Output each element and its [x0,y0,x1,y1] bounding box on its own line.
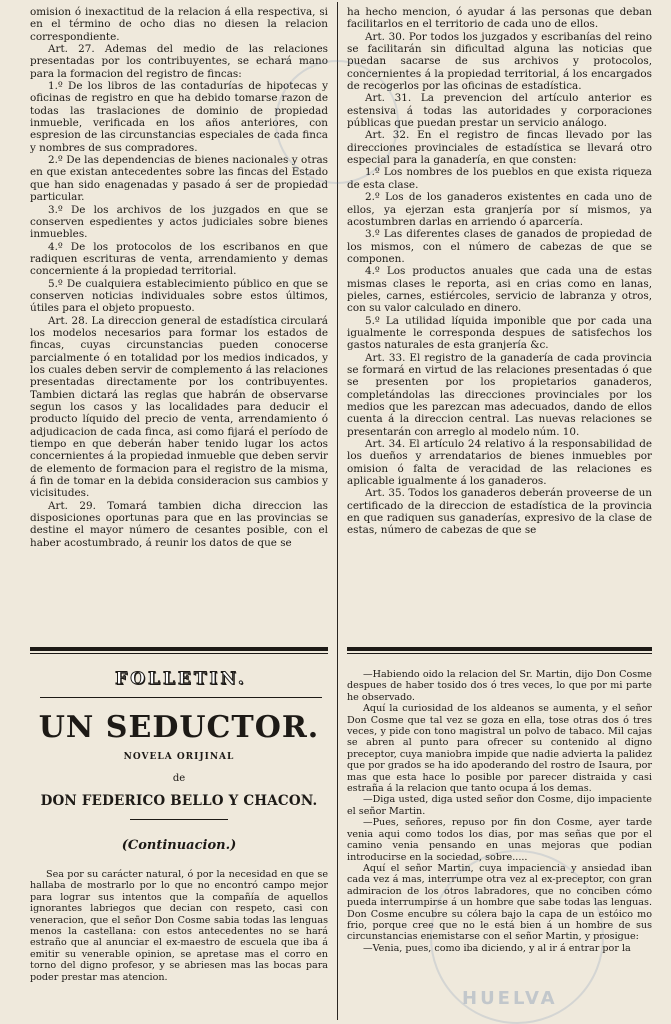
folletin-column-left [30,869,328,1015]
novel-genre: NOVELA ORIJINAL [123,752,235,762]
paragraph: Art. 31. La prevencion del artículo anterior es estensiva á todas las autoridades y corporaciones públicas que puedan prestar un servicio análogo. [347,92,652,130]
section-rule-right [347,647,652,651]
paragraph: 4.º De los protocolos de los escribanos en que radiquen escrituras de venta, arrendamiento y demas concerniente á la propiedad territorial. [30,240,328,278]
paragraph: —Pues, señores, repuso por fin don Cosme, ayer tarde venia aqui como todos los dias, por mas señas que por el camino venia pensando en unas mejoras que podian introducirse en la sociedad, sobre..... [347,817,652,863]
paragraph: —Venia, pues, como iba diciendo, y al ir á entrar por la [363,942,631,954]
folletin-heading: FOLLETIN. [115,669,247,689]
novel-title: UN SEDUCTOR. [38,710,320,745]
section-rule-left-thin [30,653,328,654]
paragraph: Aquí la curiosidad de los aldeanos se aumenta, y el señor Don Cosme que tal vez se goza en ella, tose otras dos ó tres veces, y pide con tono magistral un polvo de tabaco. Mil cajas se abren al punto para ofrecer su contenido al digno preceptor, cuya maniobra impide que nadie advierta la palidez que por grados se ha ido apoderando del rostro de Isaura, por mas que esta hace lo posible por parecer distraida y casi estraña á la relacion que tanto ocupa á los demas. [347,703,652,795]
novel-author: DON FEDERICO BELLO Y CHACON. [40,793,318,809]
paragraph: Art. 27. Ademas del medio de las relaciones presentadas por los contribuyentes, se echará mano para la formacion del registro de fincas: [30,43,328,80]
author-rule [130,819,228,820]
column-divider [337,2,338,1020]
paragraph: 3.º Las diferentes clases de ganados de propiedad de los mismos, con el número de cabezas de que se componen. [347,228,652,265]
paragraph: 2.º Los de los ganaderos existentes en cada uno de ellos, ya ejerzan esta granjería por sí mismos, ya acostumbren darlas en arriendo ó aparcería. [347,191,652,228]
paragraph: 4.º Los productos anuales que cada una de estas mismas clases le reporta, asi en crias como en lanas, pieles, carnes, estiércoles, servicio de labranza y otros, con su valor calculado en dinero. [347,265,652,315]
section-rule-left [30,647,328,651]
paragraph: ha hecho mencion, ó ayudar á las personas que deban facilitarlos en el territorio de cada uno de ellos. [347,6,652,31]
paragraph: —Habiendo oido la relacion del Sr. Martin, dijo Don Cosme despues de haber tosido dos ó tres veces, lo que por mi parte he observado. [347,669,652,703]
paragraph: 5.º La utilidad líquida imponible que por cada una igualmente le corresponda despues de satisfechos los gastos naturales de esta granjería &c. [347,314,652,352]
folletin-heading-rule [40,697,322,698]
paragraph: Art. 32. En el registro de fincas llevado por las direcciones provinciales de estadística se llevará otro especial para la ganadería, en que consten: [347,129,652,167]
paragraph: Art. 34. El artículo 24 relativo á la responsabilidad de los dueños y arrendatarios de bienes inmuebles por omision ó falta de veracidad de las relaciones es aplicable igualmente á los ganaderos. [347,438,652,488]
paragraph: —Diga usted, diga usted señor don Cosme, dijo impaciente el señor Martin. [347,794,652,817]
paragraph: Art. 35. Todos los ganaderos deberán proveerse de un certificado de la direccion de estadística de la provincia en que radiquen sus ganaderías, expresivo de la clase de estas, número de cabezas de que se [347,487,652,537]
main-column-left [30,6,328,626]
folletin-column-right [347,669,652,1014]
paragraph: Aquí el señor Martin, cuya impaciencia y ansiedad iban cada vez á mas, interrumpe otra vez al ex-preceptor, con gran admiracion de los otros labradores, que no conciben cómo pueda interrumpirse á un hombre que sabe todas las lenguas. Don Cosme encubre su cólera bajo la capa de un estóico mo frio, porque cree que no le está bien á un hombre de sus circunstancias enemistarse con el señor Martin, y prosigue: [347,862,652,943]
paragraph: Art. 33. El registro de la ganadería de cada provincia se formará en virtud de las relaciones presentadas ó que se presenten por los propietarios ganaderos, completándolas las direcciones provinciales por los medios que les parezcan mas adecuados, dando de ellos cuenta á la direccion central. Las nuevas relaciones se presentarán con arreglo al modelo núm. 10. [347,351,652,438]
paragraph: omision ó inexactitud de la relacion á ella respectiva, si en el término de ocho dias no diesen la relacion correspondiente. [30,6,328,43]
section-rule-right-thin [347,653,652,654]
paragraph: Art. 28. La direccion general de estadística circulará los modelos necesarios para formar los estados de fincas, cuyas circunstancias pueden conocerse parcialmente ó en totalidad por los medios indicados, y los cuales deben servir de complemento á las relaciones presentadas directamente por los contribuyentes. Tambien dictará las reglas que habrán de observarse segun los casos y las localidades para deducir el producto líquido del precio de venta, arrendamiento ó adjudicacion de cada finca, asi como fijará el período de tiempo en que deberán haber tenido lugar los actos concernientes á la propiedad inmueble que deben servir de elemento de formacion para el registro de la misma, á fin de tomar en la debida consideracion sus cambios y vicisitudes. [30,314,328,500]
continuation-label: (Continuacion.) [121,838,237,853]
paragraph: 5.º De cualquiera establecimiento público en que se conserven noticias individuales sobre estos últimos, útiles para el objeto propuesto. [30,277,328,315]
paragraph: 1.º Los nombres de los pueblos en que exista riqueza de esta clase. [347,166,652,191]
main-column-right [347,6,652,626]
paragraph: 1.º De los libros de las contadurías de hipotecas y oficinas de registro en que ha debido tomarse razon de todas las traslaciones de dominio de propiedad inmueble, verificada en los años anteriores, con espresion de las circunstancias especiales de cada finca y nombres de sus compradores. [30,80,328,154]
paragraph: 3.º De los archivos de los juzgados en que se conserven espedientes y actos judiciales sobre bienes inmuebles. [30,203,328,241]
paragraph: Sea por su carácter natural, ó por la necesidad en que se hallaba de mostrarlo por lo que no encontró campo mejor para lograr sus intentos que la compañía de aquellos ignorantes labriegos que decian con respeto, casi con veneracion, que el señor Don Cosme sabia todas las lenguas menos la castellana: con estos antecedentes no se hará estraño que al anunciar el ex-maestro de escuela que iba á emitir su venerable opinion, se apretase mas el corro en torno del digno profesor, y se abriesen mas las bocas para poder prestar mas atencion. [30,869,328,983]
stamp-watermark-text: HUELVA [462,988,558,1009]
novel-byline: de [172,773,186,784]
paragraph: 2.º De las dependencias de bienes nacionales y otras en que existan antecedentes sobre las fincas del Estado que han sido enagenadas y pasado á ser de propiedad particular. [30,154,328,204]
paragraph: Art. 29. Tomará tambien dicha direccion las disposiciones oportunas para que en las provincias se destine el mayor número de cesantes posible, con el haber acostumbrado, á reunir los datos de que se [30,499,328,549]
paragraph: Art. 30. Por todos los juzgados y escribanías del reino se facilitarán sin dificultad alguna las noticias que puedan sacarse de sus archivos y protocolos, concernientes á la propiedad territorial, á los encargados de recogerlos por las oficinas de estadística. [347,30,652,93]
